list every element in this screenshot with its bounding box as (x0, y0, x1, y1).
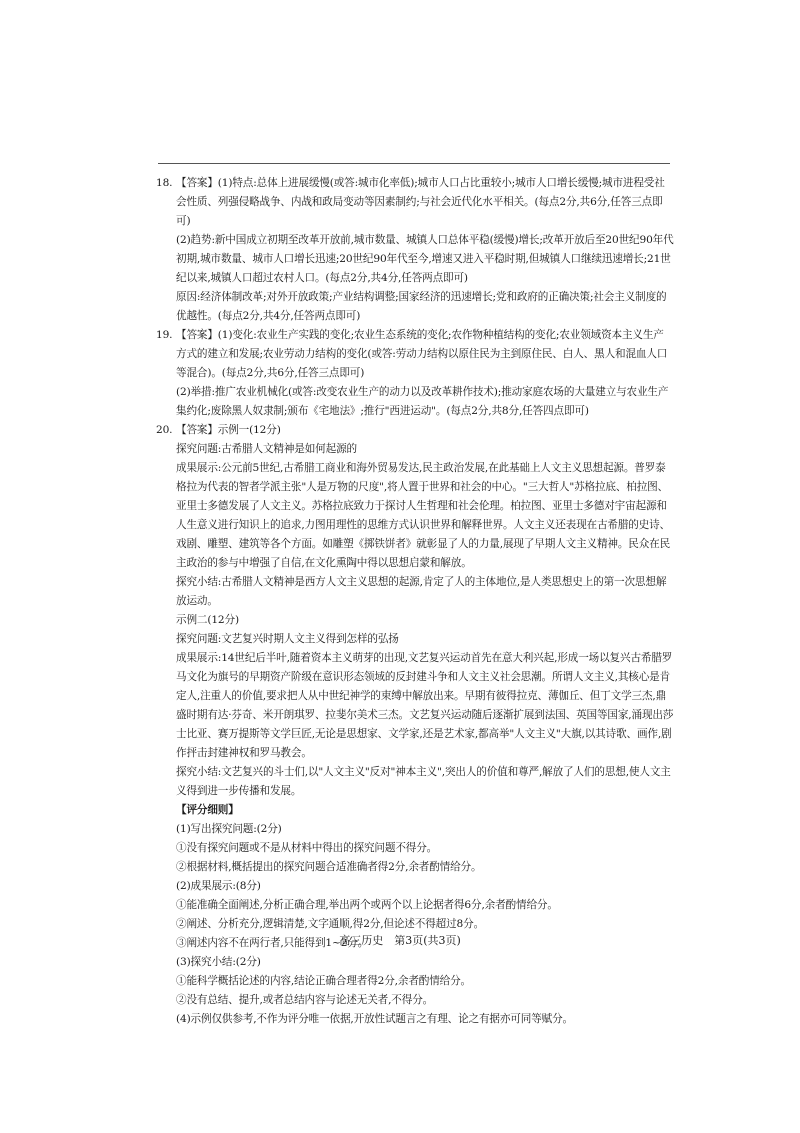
q19-answer-part1: 【答案】(1)变化:农业生产实践的变化;农业生态系统的变化;农作物种植结构的变化;农业领域资本主义生产方式的建立和发展;农业劳动力结构的变化(或答:劳动力结构以原住民为主到原住民、白人、黑人和混血人口等混合)。(每点2分,共6分,任答三点即可) (176, 329, 668, 379)
scoring-line: ①能准确全面阐述,分析正确合理,举出两个或两个以上论据者得6分,余者酌情给分。 (176, 899, 558, 911)
q20-example1-results: 成果展示:公元前5世纪,古希腊工商业和海外贸易发达,民主政治发展,在此基础上人文主义思想起源。普罗泰格拉为代表的智者学派主张"人是万物的尺度",将人置于世界和社会的中心。"三大哲人"苏格拉底、柏拉图、亚里士多德发展了人文主义。苏格拉底致力于探讨人生哲理和社会伦理。柏拉图、亚里士多德对宇宙起源和人生意义进行知识上的追求,力图用理性的思维方式认识世界和解释世界。人文主义还表现在古希腊的史诗、戏剧、雕塑、建筑等各个方面。如雕塑《掷铁饼者》就彰显了人的力量,展现了早期人文主义精神。民众在民主政治的参与中增强了自信,在文化熏陶中得以思想启蒙和解放。 (176, 462, 671, 569)
scoring-line: ①能科学概括论述的内容,结论正确合理者得2分,余者酌情给分。 (176, 975, 472, 987)
q20-example1-heading: 【答案】示例一(12分) (176, 424, 281, 436)
scoring-line: ②没有总结、提升,或者总结内容与论述无关者,不得分。 (176, 994, 434, 1006)
q20-example2-results: 成果展示:14世纪后半叶,随着资本主义萌芽的出现,文艺复兴运动首先在意大利兴起,形成一场以复兴古希腊罗马文化为旗号的早期资产阶级在意识形态领域的反封建斗争和人文主义社会思潮。所谓人文主义,其核心是肯定人,注重人的价值,要求把人从中世纪神学的束缚中解放出来。早期有彼得拉克、薄伽丘、但丁文学三杰,鼎盛时期有达·芬奇、米开朗琪罗、拉斐尔美术三杰。文艺复兴运动随后逐渐扩展到法国、英国等国家,涌现出莎士比亚、赛万提斯等文学巨匠,无论是思想家、文学家,还是艺术家,都高举"人文主义"大旗,以其诗歌、画作,剧作抨击封建神权和罗马教会。 (176, 652, 674, 759)
question-number: 18. (156, 177, 173, 189)
scoring-line: ③阐述内容不在两行者,只能得到1~2分。 (176, 937, 369, 949)
scoring-line: ①没有探究问题或不是从材料中得出的探究问题不得分。 (176, 842, 438, 854)
scoring-line: (3)探究小结:(2分) (176, 956, 261, 968)
scoring-title: 【评分细则】 (176, 804, 239, 816)
q18-answer-part1: 【答案】(1)特点:总体上进展缓慢(或答:城市化率低);城市人口占比重较小;城市人口增长缓慢;城市进程受社会性质、列强侵略战争、内战和政局变动等因素制约;与社会近代化水平相关。(每点2分,共6分,任答三点即可) (176, 177, 665, 227)
header-rule (158, 163, 670, 164)
scoring-line: (1)写出探究问题:(2分) (176, 823, 282, 835)
page-footer: 高三历史 第3页(共3页) (339, 934, 461, 947)
q18-answer-reasons: 原因:经济体制改革;对外开放政策;产业结构调整;国家经济的迅速增长;党和政府的正确决策;社会主义制度的优越性。(每点2分,共4分,任答两点即可) (176, 291, 667, 322)
q18-answer-part2: (2)趋势:新中国成立初期至改革开放前,城市数量、城镇人口总体平稳(缓慢)增长;改革开放后至20世纪90年代初期,城市数量、城市人口增长迅速;20世纪90年代至今,增速又进入平稳时期,但城镇人口继续迅速增长;21世纪以来,城镇人口超过农村人口。(每点2分,共4分,任答两点即可) (176, 234, 674, 284)
answer-content (156, 174, 674, 1029)
question-19 (156, 326, 674, 421)
q19-answer-part2: (2)举措:推广农业机械化(或答:改变农业生产的动力以及改革耕作技术);推动家庭农场的大量建立与农业生产集约化;废除黑人奴隶制;颁布《宅地法》;推行"西进运动"。(每点2分,共8分,任答四点即可) (176, 386, 669, 417)
q20-example2-heading: 示例二(12分) (176, 614, 239, 626)
scoring-line: (2)成果展示:(8分) (176, 880, 261, 892)
q20-example2-question: 探究问题:文艺复兴时期人文主义得到怎样的弘扬 (176, 633, 399, 645)
scoring-line: ②根据材料,概括提出的探究问题合适准确者得2分,余者酌情给分。 (176, 861, 482, 873)
q20-example1-summary: 探究小结:古希腊人文精神是西方人文主义思想的起源,肯定了人的主体地位,是人类思想史上的第一次思想解放运动。 (176, 576, 667, 607)
question-number: 20. (156, 424, 173, 436)
question-number: 19. (156, 329, 173, 341)
scoring-line: (4)示例仅供参考,不作为评分唯一依据,开放性试题言之有理、论之有据亦可同等赋分。 (176, 1013, 573, 1025)
q20-example2-summary: 探究小结:文艺复兴的斗士们,以"人文主义"反对"神本主义",突出人的价值和尊严,解放了人们的思想,使人文主义得到进一步传播和发展。 (176, 766, 671, 797)
q20-example1-question: 探究问题:古希腊人文精神是如何起源的 (176, 443, 357, 455)
question-18 (156, 174, 674, 326)
scoring-line: ②阐述、分析充分,逻辑清楚,文字通顺,得2分,但论述不得超过8分。 (176, 918, 485, 930)
